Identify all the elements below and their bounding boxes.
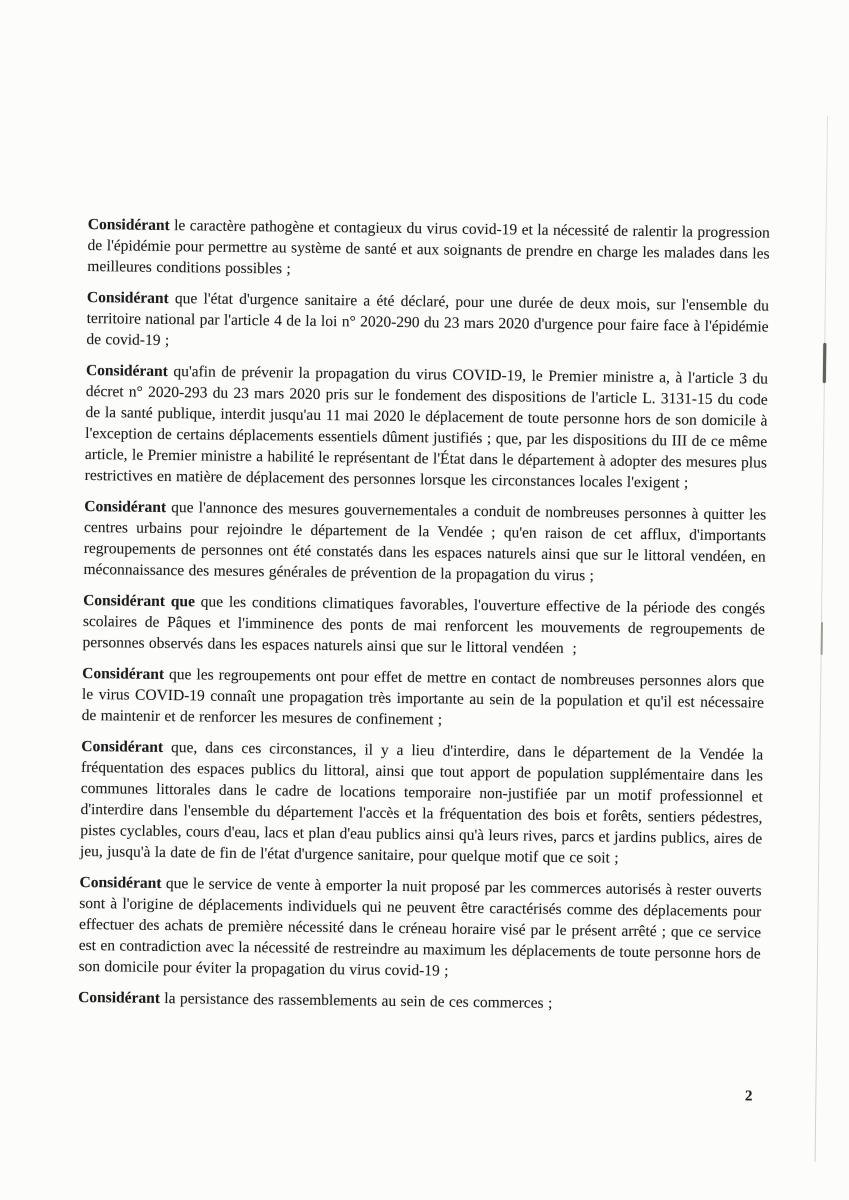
paragraph-text: que les regroupements ont pour effet de mettre en contact de nombreuses personnes alors que le virus COVID-19 connaît une propagation très importante au sein de la population et qu'il est nécessaire de maintenir et de renforcer les mesures de confinement ; [81, 665, 765, 729]
paragraph-text: que les conditions climatiques favorables, l'ouverture effective de la période des congés scolaires de Pâques et l'imminence des ponts de mai renforcent les mouvements de regroupements de personnes observés dans les espaces naturels ainsi que sur le littoral vendéen ; [82, 593, 766, 658]
considerant-paragraph-8 [78, 872, 761, 986]
considerant-paragraph-2 [86, 287, 769, 359]
paragraph-text: la persistance des rassemblements au sein de ces commerces ; [159, 989, 553, 1012]
paragraph-text: qu'afin de prévenir la propagation du virus COVID-19, le Premier ministre a, à l'article 3 du décret n° 2020-293 du 23 mars 2020 pris sur le fondement des dispositions de l'article L. 3131-15 du code de la santé publique, interdit jusqu'au 11 mai 2020 le déplacement de toute personne hors de son domicile à l'exception de certains déplacements essentiels dûment justifiés ; que, par les dispositions du III de ce même article, le Premier ministre a habilité le représentant de l'État dans le département à adopter des mesures plus restrictives en matière de déplacement des personnes lorsque les circonstances locales l'exigent ; [84, 363, 769, 492]
paragraph-text: que le service de vente à emporter la nuit proposé par les commerces autorisés à rester ouverts sont à l'origine de déplacements individuels qui ne peuvent être caractérisés comme des déplacements pour effectuer des achats de première nécessité dans le créneau horaire visé par le présent arrêté ; que ce service est en contradiction avec la nécessité de restreindre au maximum les déplacements de toute personne hors de son domicile pour éviter la propagation du virus covid-19 ; [78, 874, 762, 980]
paragraph-lead: Considérant [87, 215, 170, 235]
scan-edge-artifact-line [815, 116, 829, 1162]
paragraph-text: le caractère pathogène et contagieux du virus covid-19 et la nécessité de ralentir la progression de l'épidémie pour permettre au système de santé et aux soignants de prendre en charge les malades dans les meilleures conditions possibles ; [87, 217, 770, 278]
considerant-paragraph-9 [78, 987, 760, 1017]
paragraph-lead: Considérant [79, 873, 162, 892]
document-body [78, 214, 770, 1105]
considerant-paragraph-3 [85, 360, 769, 495]
considerant-paragraph-6 [82, 663, 765, 735]
paragraph-text: que l'annonce des mesures gouvernementales a conduit de nombreuses personnes à quitter les centres urbains pour rejoindre le département de la Vendée ; qu'en raison de cet afflux, d'importants regroupements de personnes ont été constatés dans les espaces naturels ainsi que sur le littoral vendéen, en méconnaissance des mesures générales de prévention de la propagation du virus ; [83, 499, 767, 585]
paragraph-lead: Considérant [86, 288, 169, 308]
paragraph-lead: Considérant [81, 737, 164, 756]
paragraph-lead: Considérant [78, 988, 161, 1007]
paragraph-lead: Considérant [84, 497, 167, 517]
paragraph-text: que, dans ces circonstances, il y a lieu d'interdire, dans le département de la Vendée la fréquentation des espaces publics du littoral, ainsi que tout apport de population supplémentaire dans les communes littorales dans le cadre de locations temporaire non-justifiée par un motif professionnel et d'interdire dans l'ensemble du département l'accès et la fréquentation des bois et forêts, sentiers pédestres, pistes cyclables, cours d'eau, lacs et plan d'eau publics ainsi qu'à leurs rives, parcs et jardins publics, aires de jeu, jusqu'à la date de fin de l'état d'urgence sanitaire, pour quelque motif que ce soit ; [79, 738, 764, 867]
considerant-paragraph-4 [83, 496, 766, 589]
considerant-paragraph-5 [82, 590, 765, 662]
paragraph-text: que l'état d'urgence sanitaire a été déclaré, pour une durée de deux mois, sur l'ensemble du territoire national par l'article 4 de la loi n° 2020-290 du 23 mars 2020 d'urgence pour faire face à l'épidémie de covid-19 ; [86, 290, 770, 350]
scan-fold-mark-light [820, 622, 822, 655]
paragraph-lead: Considérant [82, 664, 165, 683]
page-number: 2 [744, 1088, 753, 1105]
scan-fold-mark-dark [823, 343, 826, 383]
paragraph-lead: Considérant que [83, 591, 195, 611]
considerant-paragraph-7 [80, 736, 764, 871]
paragraph-lead: Considérant [85, 361, 168, 381]
considerant-paragraph-1 [87, 214, 770, 286]
